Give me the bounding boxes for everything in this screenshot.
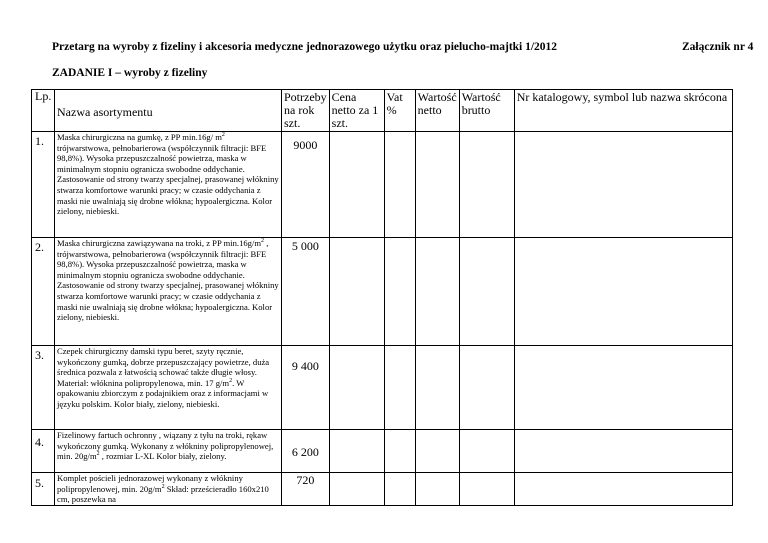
catalog-cell	[514, 346, 732, 430]
catalog-cell	[514, 430, 732, 473]
item-description: Fizelinowy fartuch ochronny , wiązany z tyłu na troki, rękaw wykończony gumką. Wykonany z włókniny polipropylenowej, min. $20g/m^2$ , rozmiar L-XL Kolor biały, zielony.	[55, 430, 282, 473]
vat-cell	[384, 238, 415, 346]
items-table	[31, 89, 733, 506]
price-cell	[329, 473, 384, 506]
price-cell	[329, 238, 384, 346]
gross-cell	[459, 473, 514, 506]
row-number: 5.	[32, 473, 55, 506]
item-quantity: 9 400	[282, 346, 330, 430]
row-number: 3.	[32, 346, 55, 430]
gross-cell	[459, 346, 514, 430]
section-title: ZADANIE I – wyroby z fizeliny	[52, 67, 208, 79]
col-header-vat: Vat %	[384, 90, 415, 132]
table-row	[32, 346, 733, 430]
table-row	[32, 238, 733, 346]
row-number: 1.	[32, 132, 55, 238]
item-description: Czepek chirurgiczny damski typu beret, szyty ręcznie, wykończony gumką, dobrze przepuszczający powietrze, duża średnica pozwala z łatwością schować także długie włosy. Materiał: włóknina polipropylenowa, min. 17 $g/m^2$. W opakowaniu zbiorczym z podajnikiem oraz z informacjami w języku polskim. Kolor biały, zielony, niebieski.	[55, 346, 282, 430]
price-cell	[329, 430, 384, 473]
col-header-price: Cena netto za 1 szt.	[329, 90, 384, 132]
col-header-catalog: Nr katalogowy, symbol lub nazwa skrócona	[514, 90, 732, 132]
net-cell	[415, 238, 459, 346]
col-header-lp: Lp.	[32, 90, 55, 132]
item-quantity: 5 000	[282, 238, 330, 346]
net-cell	[415, 473, 459, 506]
col-header-name: Nazwa asortymentu	[55, 90, 282, 132]
table-row	[32, 132, 733, 238]
price-cell	[329, 346, 384, 430]
item-description: Komplet pościeli jednorazowej wykonany z włókniny polipropylenowej, min. $20g/m^2$ Skład: prześcieradło 160x210 cm, poszewka na	[55, 473, 282, 506]
item-description: Maska chirurgiczna na gumkę, z PP min.16g/ $m^2$ trójwarstwowa, pełnobarierowa (współczynnik filtracji: BFE 98,8%). Wysoka przepuszczalność powietrza, maska w minimalnym stopniu ogranicza swobodne oddychanie. Zastosowanie od strony twarzy specjalnej, prasowanej włókniny stwarza komfortowe warunki pracy; w czasie oddychania z maski nie uwalniają się drobne włókna; hypoalergiczna. Kolor zielony, niebieski.	[55, 132, 282, 238]
row-number: 4.	[32, 430, 55, 473]
item-quantity: 720	[282, 473, 330, 506]
vat-cell	[384, 346, 415, 430]
col-header-net: Wartość netto	[415, 90, 459, 132]
item-description: Maska chirurgiczna zawiązywana na troki, z PP $\min.16g/m^2$ , trójwarstwowa, pełnobarierowa (współczynnik filtracji: BFE 98,8%). Wysoka przepuszczalność powietrza, maska w minimalnym stopniu ogranicza swobodne oddychanie. Zastosowanie od strony twarzy specjalnej, prasowanej włókniny stwarza komfortowe warunki pracy; w czasie oddychania z maski nie uwalniają się drobne włókna; hypoalergiczna. Kolor zielony, niebieski.	[55, 238, 282, 346]
net-cell	[415, 132, 459, 238]
vat-cell	[384, 430, 415, 473]
annex-label: Załącznik nr 4	[682, 41, 754, 53]
net-cell	[415, 430, 459, 473]
gross-cell	[459, 132, 514, 238]
table-row	[32, 430, 733, 473]
vat-cell	[384, 473, 415, 506]
gross-cell	[459, 430, 514, 473]
table-header-row	[32, 90, 733, 132]
net-cell	[415, 346, 459, 430]
item-quantity: 9000	[282, 132, 330, 238]
vat-cell	[384, 132, 415, 238]
table-row	[32, 473, 733, 506]
catalog-cell	[514, 473, 732, 506]
price-cell	[329, 132, 384, 238]
tender-title: Przetarg na wyroby z fizeliny i akcesoria medyczne jednorazowego użytku oraz pielucho-majtki 1/2012	[52, 41, 558, 53]
row-number: 2.	[32, 238, 55, 346]
catalog-cell	[514, 238, 732, 346]
catalog-cell	[514, 132, 732, 238]
col-header-qty: Potrzeby na rok szt.	[282, 90, 330, 132]
item-quantity: 6 200	[282, 430, 330, 473]
gross-cell	[459, 238, 514, 346]
col-header-gross: Wartość brutto	[459, 90, 514, 132]
